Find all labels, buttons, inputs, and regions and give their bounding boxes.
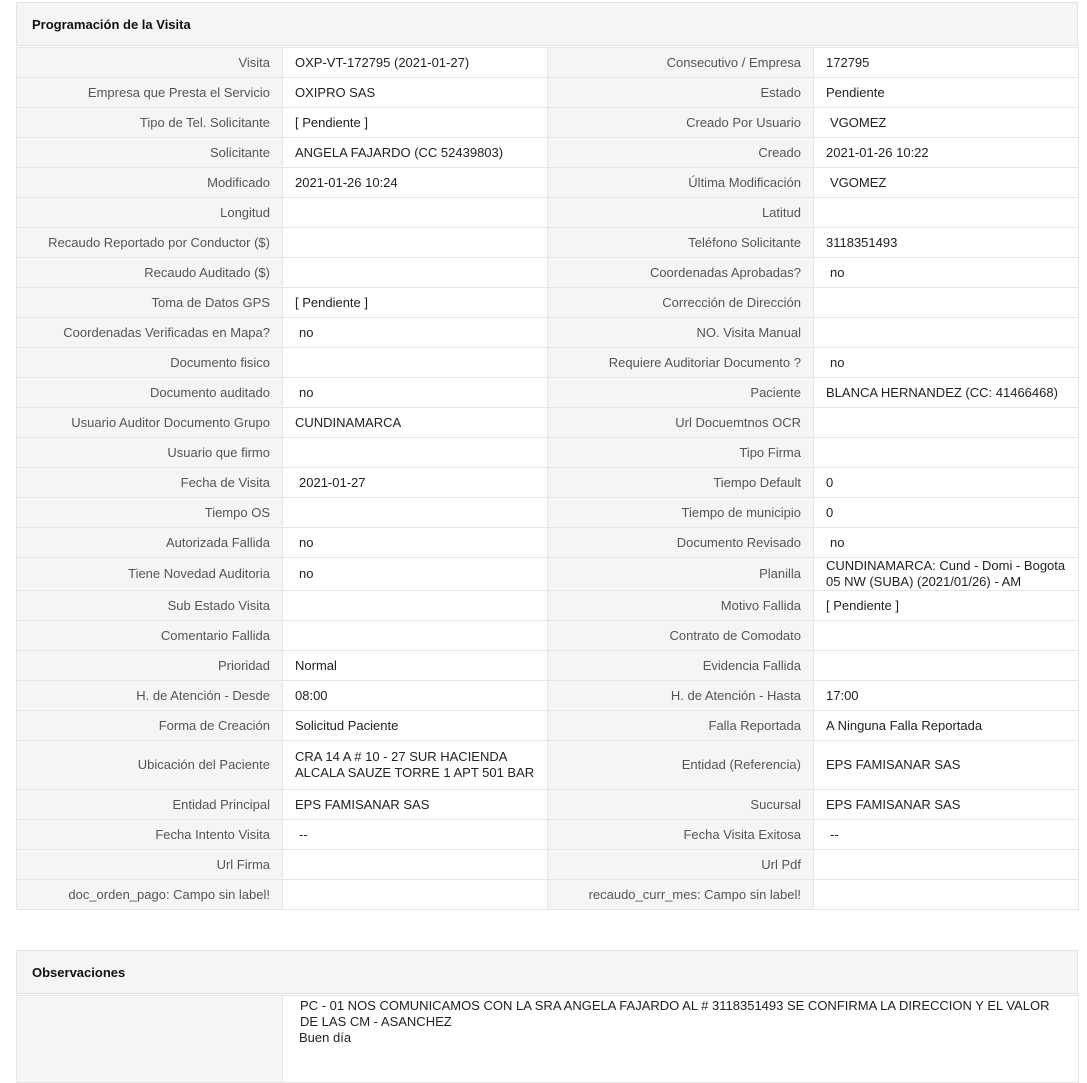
field-label: Coordenadas Aprobadas? [548, 258, 814, 288]
field-label: Longitud [17, 198, 283, 228]
detail-row [17, 621, 1079, 651]
detail-row [17, 48, 1079, 78]
field-label: H. de Atención - Desde [17, 681, 283, 711]
field-label: Motivo Fallida [548, 591, 814, 621]
field-label: Solicitante [17, 138, 283, 168]
field-label: Comentario Fallida [17, 621, 283, 651]
detail-row [17, 408, 1079, 438]
field-label: Url Pdf [548, 850, 814, 880]
field-value: EPS FAMISANAR SAS [814, 741, 1079, 790]
field-label: NO. Visita Manual [548, 318, 814, 348]
field-value: no [283, 378, 548, 408]
field-value: 172795 [814, 48, 1079, 78]
field-value [814, 288, 1079, 318]
field-label: Requiere Auditoriar Documento ? [548, 348, 814, 378]
detail-row [17, 138, 1079, 168]
field-value: no [814, 348, 1079, 378]
field-label: Estado [548, 78, 814, 108]
detail-row [17, 258, 1079, 288]
field-value: VGOMEZ [814, 168, 1079, 198]
field-value: 08:00 [283, 681, 548, 711]
detail-row [17, 820, 1079, 850]
field-value: Solicitud Paciente [283, 711, 548, 741]
observaciones-panel [16, 950, 1078, 1083]
field-label: Falla Reportada [548, 711, 814, 741]
field-value: OXP-VT-172795 (2021-01-27) [283, 48, 548, 78]
field-value [283, 591, 548, 621]
field-label: H. de Atención - Hasta [548, 681, 814, 711]
field-value: CUNDINAMARCA: Cund - Domi - Bogota 05 NW (SUBA) (2021/01/26) - AM [814, 558, 1079, 591]
field-value [814, 438, 1079, 468]
field-value [283, 621, 548, 651]
field-label: Sucursal [548, 790, 814, 820]
field-label: Visita [17, 48, 283, 78]
field-value: A Ninguna Falla Reportada [814, 711, 1079, 741]
field-label: Documento auditado [17, 378, 283, 408]
field-label: Tiene Novedad Auditoria [17, 558, 283, 591]
field-label: Modificado [17, 168, 283, 198]
observacion-line: PC - 01 NOS COMUNICAMOS CON LA SRA ANGELA FAJARDO AL # 3118351493 SE CONFIRMA LA DIRECCION Y EL VALOR DE LAS CM - ASANCHEZ [300, 998, 1050, 1029]
field-label: Sub Estado Visita [17, 591, 283, 621]
field-value [283, 880, 548, 910]
detail-row [17, 591, 1079, 621]
field-label: Autorizada Fallida [17, 528, 283, 558]
field-label: Url Firma [17, 850, 283, 880]
field-value: 2021-01-27 [283, 468, 548, 498]
field-label: Fecha Visita Exitosa [548, 820, 814, 850]
field-value: 0 [814, 468, 1079, 498]
field-value: [ Pendiente ] [814, 591, 1079, 621]
detail-row [17, 681, 1079, 711]
detail-row [17, 711, 1079, 741]
field-label: Usuario Auditor Documento Grupo [17, 408, 283, 438]
field-value: 2021-01-26 10:24 [283, 168, 548, 198]
detail-row [17, 228, 1079, 258]
detail-row [17, 288, 1079, 318]
visita-panel [16, 2, 1078, 910]
field-label: Entidad (Referencia) [548, 741, 814, 790]
field-value [814, 850, 1079, 880]
observaciones-panel-title: Observaciones [16, 950, 1078, 994]
detail-row [17, 318, 1079, 348]
field-label: Creado Por Usuario [548, 108, 814, 138]
field-value: 3118351493 [814, 228, 1079, 258]
detail-row [17, 378, 1079, 408]
field-label: Recaudo Auditado ($) [17, 258, 283, 288]
observaciones-table [16, 995, 1079, 1083]
observacion-line: Buen día [299, 1030, 352, 1045]
field-label: Latitud [548, 198, 814, 228]
field-label: recaudo_curr_mes: Campo sin label! [548, 880, 814, 910]
field-value [814, 198, 1079, 228]
field-label: Ubicación del Paciente [17, 741, 283, 790]
field-label: Prioridad [17, 651, 283, 681]
field-value: EPS FAMISANAR SAS [283, 790, 548, 820]
field-label: Entidad Principal [17, 790, 283, 820]
field-label: Forma de Creación [17, 711, 283, 741]
field-label: Documento fisico [17, 348, 283, 378]
field-value: no [283, 528, 548, 558]
field-value: BLANCA HERNANDEZ (CC: 41466468) [814, 378, 1079, 408]
field-value: CUNDINAMARCA [283, 408, 548, 438]
field-value [814, 318, 1079, 348]
field-value: 2021-01-26 10:22 [814, 138, 1079, 168]
field-value [283, 258, 548, 288]
field-value: [ Pendiente ] [283, 108, 548, 138]
field-value: -- [814, 820, 1079, 850]
field-value: 0 [814, 498, 1079, 528]
field-label: Empresa que Presta el Servicio [17, 78, 283, 108]
field-label: Url Docuemtnos OCR [548, 408, 814, 438]
field-value [283, 348, 548, 378]
field-label: Paciente [548, 378, 814, 408]
field-value: no [814, 258, 1079, 288]
detail-row [17, 880, 1079, 910]
field-value: [ Pendiente ] [283, 288, 548, 318]
field-value: Pendiente [814, 78, 1079, 108]
field-label: Tiempo OS [17, 498, 283, 528]
field-label: Última Modificación [548, 168, 814, 198]
field-label: Planilla [548, 558, 814, 591]
field-label: Evidencia Fallida [548, 651, 814, 681]
detail-row [17, 651, 1079, 681]
field-value [814, 408, 1079, 438]
detail-row [17, 348, 1079, 378]
field-label: Documento Revisado [548, 528, 814, 558]
detail-row [17, 168, 1079, 198]
detail-row [17, 741, 1079, 790]
field-label: Coordenadas Verificadas en Mapa? [17, 318, 283, 348]
detail-row [17, 468, 1079, 498]
field-label: Tipo Firma [548, 438, 814, 468]
field-value [283, 438, 548, 468]
field-value [283, 498, 548, 528]
field-value: no [814, 528, 1079, 558]
detail-row [17, 850, 1079, 880]
detail-row [17, 498, 1079, 528]
detail-row [17, 438, 1079, 468]
field-value [814, 880, 1079, 910]
field-label: Fecha Intento Visita [17, 820, 283, 850]
field-value [283, 850, 548, 880]
field-value: no [283, 558, 548, 591]
field-value: VGOMEZ [814, 108, 1079, 138]
field-value: -- [283, 820, 548, 850]
field-label: Tipo de Tel. Solicitante [17, 108, 283, 138]
field-label: Contrato de Comodato [548, 621, 814, 651]
field-label: Recaudo Reportado por Conductor ($) [17, 228, 283, 258]
detail-row [17, 558, 1079, 591]
field-label: doc_orden_pago: Campo sin label! [17, 880, 283, 910]
field-value: CRA 14 A # 10 - 27 SUR HACIENDA ALCALA SAUZE TORRE 1 APT 501 BAR [283, 741, 548, 790]
detail-row [17, 198, 1079, 228]
observaciones-label-cell [17, 996, 283, 1083]
field-value: Normal [283, 651, 548, 681]
field-label: Corrección de Dirección [548, 288, 814, 318]
field-value: 17:00 [814, 681, 1079, 711]
observaciones-text [283, 996, 1079, 1083]
field-label: Fecha de Visita [17, 468, 283, 498]
visita-details-table [16, 47, 1079, 910]
visita-panel-title: Programación de la Visita [16, 2, 1078, 46]
field-value: ANGELA FAJARDO (CC 52439803) [283, 138, 548, 168]
field-label: Tiempo de municipio [548, 498, 814, 528]
field-value: OXIPRO SAS [283, 78, 548, 108]
field-value: EPS FAMISANAR SAS [814, 790, 1079, 820]
field-value [283, 228, 548, 258]
field-label: Creado [548, 138, 814, 168]
field-label: Teléfono Solicitante [548, 228, 814, 258]
field-value: no [283, 318, 548, 348]
field-label: Tiempo Default [548, 468, 814, 498]
field-value [814, 651, 1079, 681]
detail-row [17, 790, 1079, 820]
field-label: Usuario que firmo [17, 438, 283, 468]
detail-row [17, 78, 1079, 108]
field-label: Consecutivo / Empresa [548, 48, 814, 78]
detail-row [17, 528, 1079, 558]
field-value [814, 621, 1079, 651]
field-value [283, 198, 548, 228]
field-label: Toma de Datos GPS [17, 288, 283, 318]
detail-row [17, 108, 1079, 138]
